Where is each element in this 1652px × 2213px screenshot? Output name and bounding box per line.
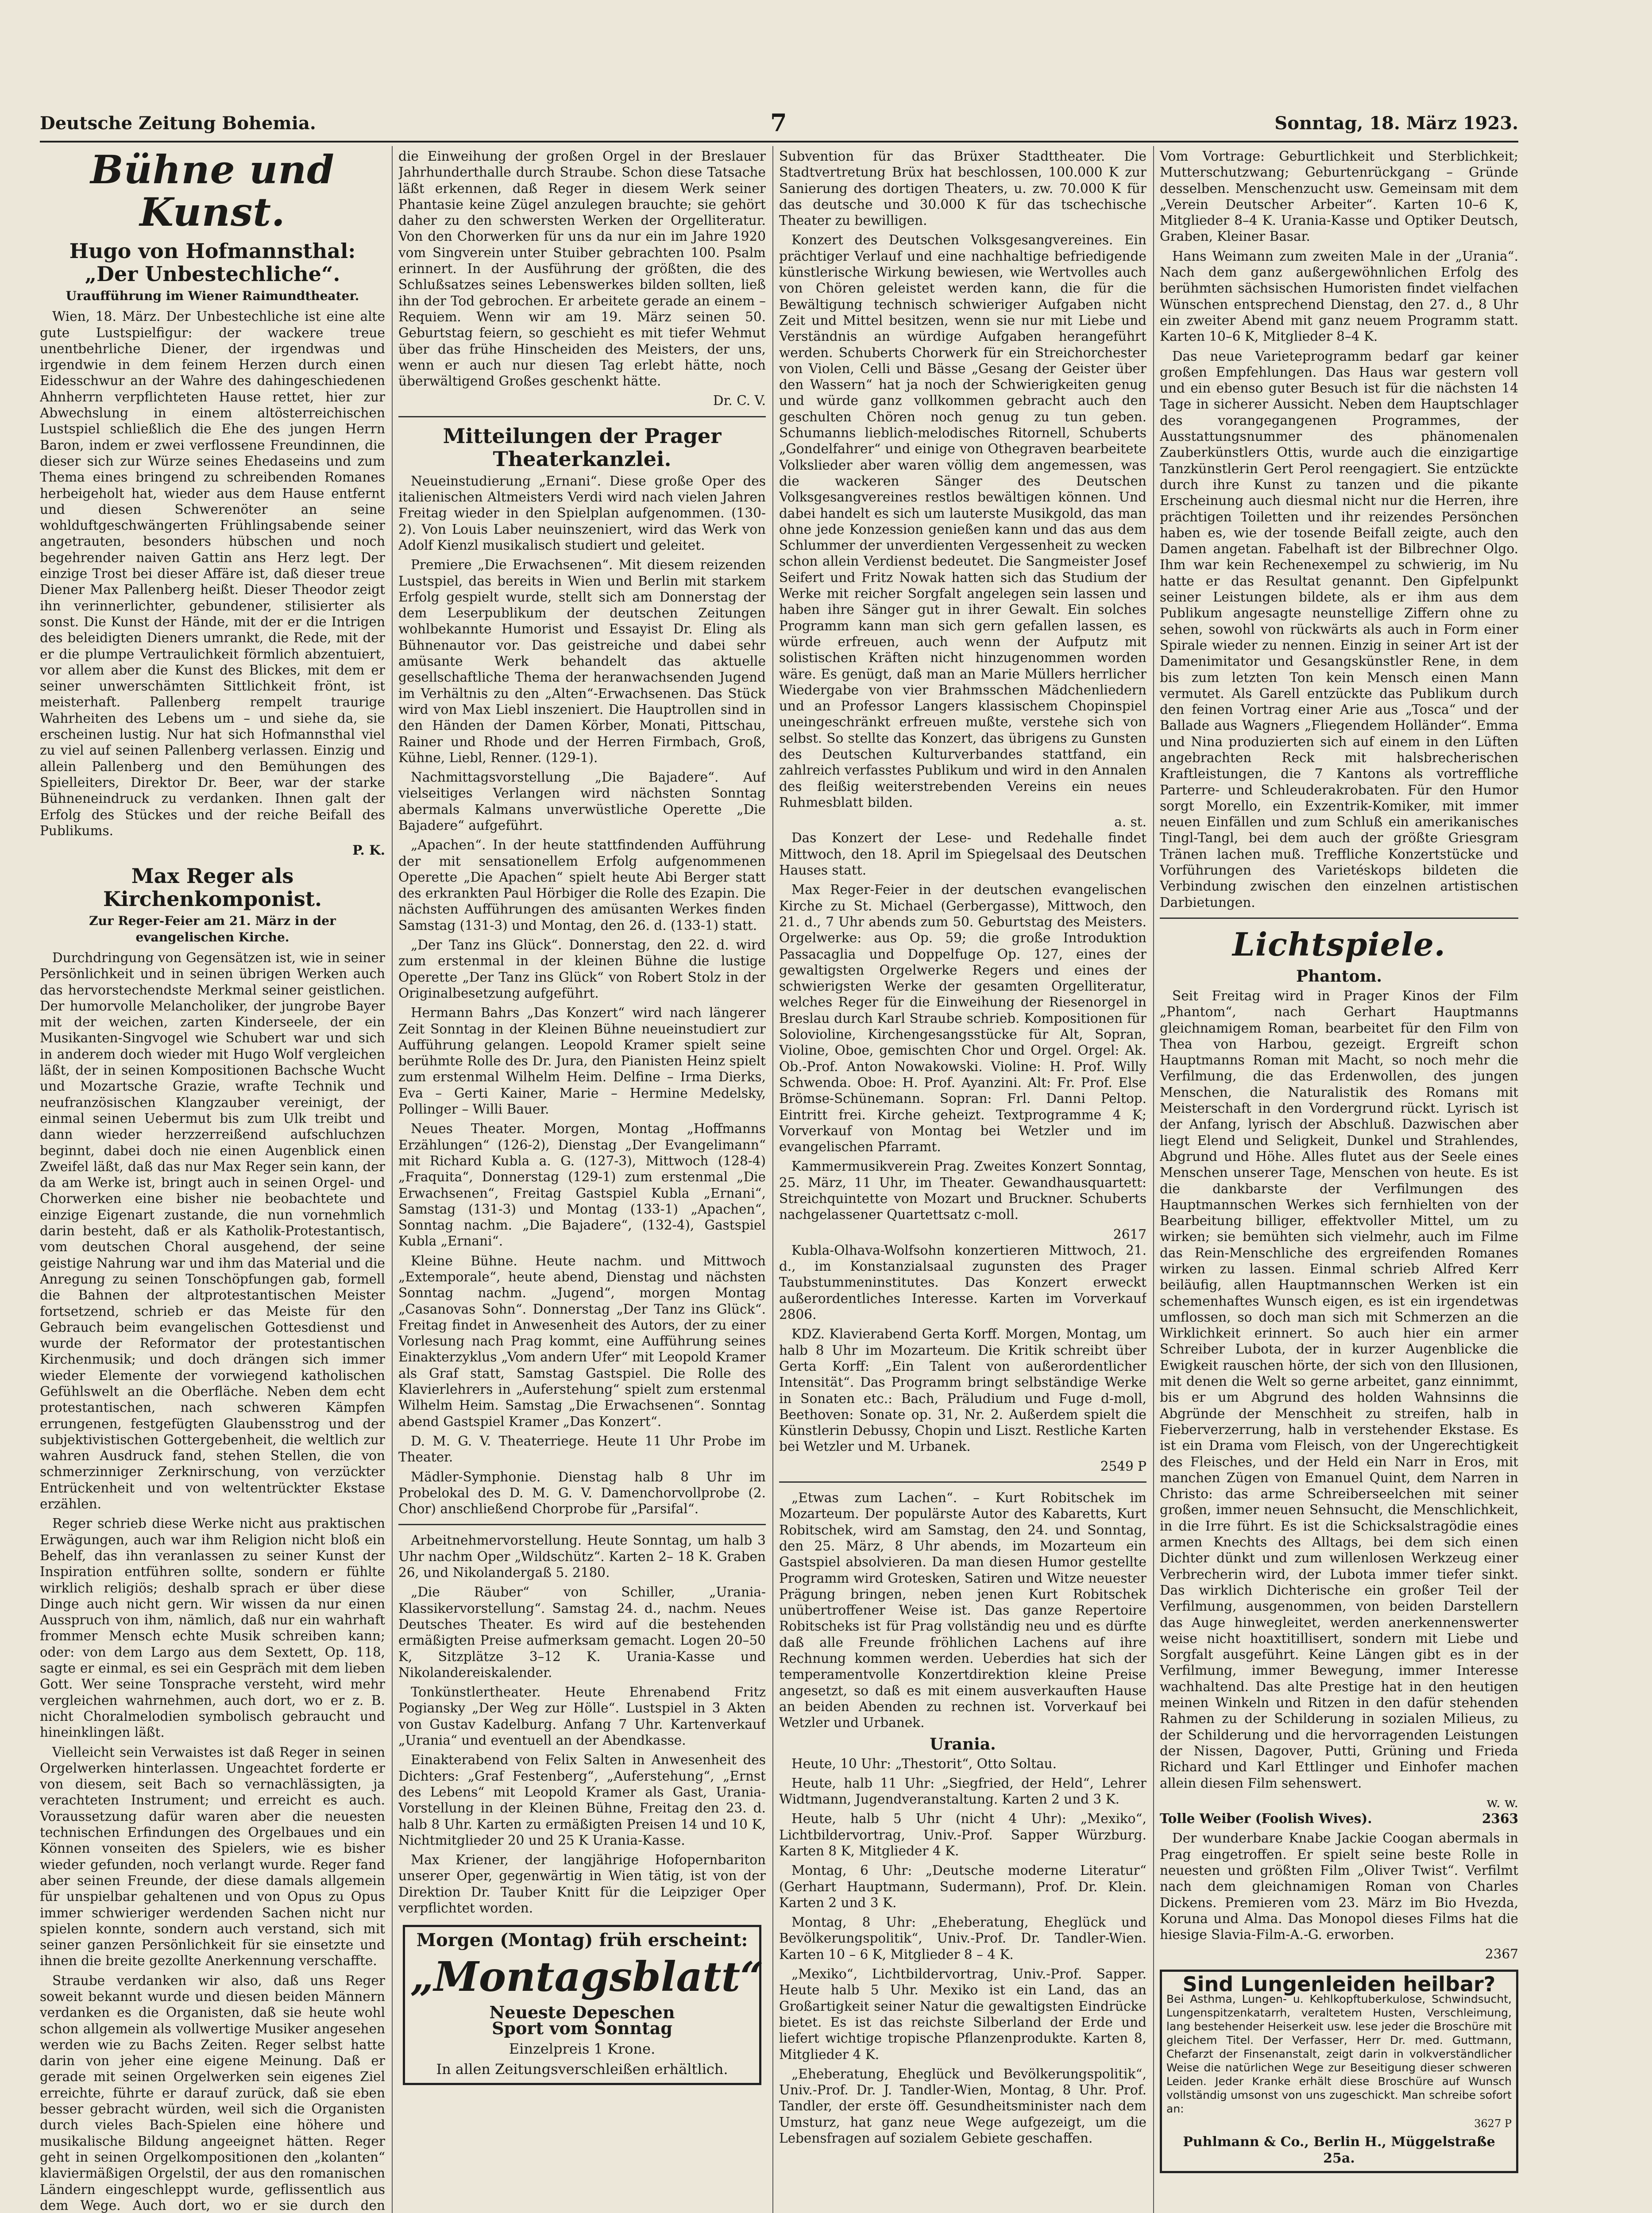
ad-price: Einzelpreis 1 Krone. [509, 2040, 656, 2058]
notice-paragraph: „Apachen“. In der heute stattfindenden Aufführung der mit sensationellem Erfolg aufgenommenen Operette „Die Apachen“ spielt heute Abi Berger statt des erkrankten Paul Hörbiger die Rolle des Ezapin. Die nächsten Aufführungen des amüsanten Werkes finden Samstag (131-3) und Montag, den 26. d. (133-1) statt. [398, 837, 766, 933]
issue-date: Sonntag, 18. März 1923. [1274, 113, 1518, 134]
ad-footer: Puhlmann & Co., Berlin H., Müggelstraße 25a. [1183, 2134, 1495, 2166]
notice-paragraph: Hermann Bahrs „Das Konzert“ wird nach längerer Zeit Sonntag in der Kleinen Bühne neueinstudiert zur Aufführung gelangen. Leopold Kramer spielt seine berühmte Rolle des Dr. Jura, den Pianisten Heinz spielt zum erstenmal Wilhelm Heim. Delfine – Irma Dierks, Eva – Gerti Kainer, Marie – Hermine Medelsky, Pollinger – Willi Bauer. [398, 1005, 766, 1117]
notice-paragraph: Der wunderbare Knabe Jackie Coogan abermals in Prag eingetroffen. Er spielt seine beste Rolle in neuesten und größten Film „Oliver Twist“. Verfilmt nach dem gleichnamigen Roman von Charles Dickens. Premieren vom 23. März im Bio Hvezda, Koruna und Alma. Das Monopol dieses Films hat die hiesige Slavia-Film-A.-G. erworben. [1160, 1831, 1518, 1943]
divider [398, 416, 766, 417]
notice-paragraph: „Mexiko“, Lichtbildervortrag, Univ.-Prof. Sapper. Heute halb 5 Uhr. Mexiko ist ein Land, das an Großartigkeit seiner Natur die gewaltigsten Eindrücke bietet. Es ist das reichste Silberland der Erde und liefert wichtige tropische Pflanzenprodukte. Karten 8, Mitglieder 4 K. [779, 1966, 1146, 2062]
ad-body: Bei Asthma, Lungen- u. Kehlkopftuberkulose, Schwindsucht, Lungenspitzenkatarrh, veraltetem Husten, Verschleimung, lang bestehender Heiserkeit usw. lese jeder die Broschüre mit gleichem Titel. Der Verfasser, Herr Dr. med. Guttmann, Chefarzt der Finsenanstalt, zeigt darin in volkverständlicher Weise die natürlichen Wege zur Beseitigung dieser schweren Leiden. Jeder Kranke erhält diese Broschüre auf Wunsch vollständig umsonst von uns zugeschickt. Man schreibe sofort an: [1166, 1993, 1512, 2116]
article-paragraph: Seit Freitag wird in Prager Kinos der Film „Phantom“, nach Gerhart Hauptmanns gleichnamigem Roman, bearbeitet für den Film von Thea von Harbou, gezeigt. Ergreift schon Hauptmanns Roman mit Macht, so noch mehr die Verfilmung, die das Erdenwollen, des jungen Menschen, die Naturalistik des Romans mit Meisterschaft in den Vordergrund rückt. Lyrisch ist der Anfang, lyrisch der Abschluß. Dazwischen aber liegt Elend und Seligkeit, Dunkel und Strahlendes, Abgrund und Höhe. Alles flutet aus der Seele eines Menschen unserer Tage, Menschen von heute. Es ist die dankbarste der Verfilmungen des Hauptmannschen Werkes sich fernhielten von der Bearbeitung billiger, effektvoller Mittel, um zu wirken; sie bemühten sich vielmehr, auch im Filme das Rein-Menschliche des ergreifenden Romanes wirken zu lassen. Einmal schrieb Alfred Kerr beiläufig, allen Hauptmannschen Werken ist ein schemenhaftes Wunsch eigen, es ist ein irgendetwas umflossen, so doch man sich mit Schmerzen an die Wirklichkeit erinnert. So auch hier ein armer Schreiber Lubota, der in kurzer Augenblicke die Ewigkeit rauschen hörte, der sich von den Illusionen, mit denen die Welt so gerne arbeitet, ganz einnimmt, bis er um Abgrund des holden Wahnsinns die Abgründe der Menschheit zu streifen, halb in Fieberverzerrung, halb in verstehender Ekstase. Es ist ein Drama vom Fleisch, von der Ungerechtigkeit des Fleisches, und der Held ein Narr in Eros, mit manchen Zügen von Emanuel Quint, dem Narren in Christo: das arme Schreiberseelchen mit seiner großen, immer neuen Sehnsucht, die Menschlichkeit, in die Irre führt. Es ist die Schicksalstragödie eines armen Knechts des Alltags, bei dem sich einen Dichter dünkt und zum willenlosen Werkzeug einer Verbrecherin wird, der Lubota immer tiefer sinkt. Das wirklich Dichterische ein großer Teil der Verfilmung, ausgenommen, von beiden Darstellern das Auge hinwegleitet, werden anerkennenswerter weise nicht hoaxtitillisert, sondern mit Liebe und Sorgfalt ausgeführt. Keine Längen gibt es in der Verfilmung, immer Bewegung, immer Interesse wachhaltend. Das alte Prestige hat in den heutigen meinen Winkeln und Ritzen in den dafür stehenden Rahmen zu der Schilderung in sozialen Milieus, zu der Schilderung und die hervorragenden Leistungen der Nissen, Dagover, Putti, Grüning und Frieda Richard und Karl Ettlinger und Einhofer machen allein diesen Film sehenswert. [1160, 988, 1518, 1791]
notice-paragraph: „Etwas zum Lachen“. – Kurt Robitschek im Mozarteum. Der populärste Autor des Kabaretts, Kurt Robitschek, wird am Samstag, den 24. und Sonntag, den 25. März, 8 Uhr abends, im Mozarteum ein Gastspiel absolvieren. Da man diesen Humor gestellte Programm wird Grotesken, Satiren und Witze neuester Prägung bringen, neben jenen Kurt Robitschek unübertroffener Weise ist. Das ganze Repertoire Robitscheks ist für Prag vollständig neu und es dürfte daß alle Freunde fröhlichen Lachens auf ihre Rechnung kommen werden. Ueberdies hat sich der temperamentvolle Konzertdirektion kleine Preise angesetzt, so daß es mit einem ausverkauften Hause an beiden Abenden zu rechnen ist. Vorverkauf bei Wetzler und Urbanek. [779, 1490, 1146, 1731]
notice-paragraph: Premiere „Die Erwachsenen“. Mit diesem reizenden Lustspiel, das bereits in Wien und Berlin mit starkem Erfolg gespielt wurde, stellt sich am Donnerstag der dem Leserpublikum der deutschen Zeitungen wohlbekannte Humorist und Essayist Dr. Eling als Bühnenautor vor. Das geistreiche und dabei sehr amüsante Werk behandelt das aktuelle gesellschaftliche Thema der heranwachsenden Jugend im Verhältnis zu den „Alten“-Erwachsenen. Das Stück wird von Max Liebl inszeniert. Die Hauptrollen sind in den Händen der Damen Körber, Monati, Pittschau, Rainer und Rhode und der Herren Firmbach, Groß, Kühne, Liebl, Renner. (129-1). [398, 557, 766, 765]
header-rule [40, 141, 1518, 143]
notice-paragraph: KDZ. Klavierabend Gerta Korff. Morgen, Montag, um halb 8 Uhr im Mozarteum. Die Kritik schreibt über Gerta Korff: „Ein Talent von außerordentlicher Intensität“. Das Programm bringt selbständige Werke in Sonaten etc.: Bach, Präludium und Fuge d-moll, Beethoven: Sonate op. 31, Nr. 2. Außerdem spielt die Künstlerin Debussy, Chopin und Liszt. Restliche Karten bei Wetzler und M. Urbanek. [779, 1326, 1146, 1454]
column-rule [1153, 146, 1154, 2213]
ad-title: Sind Lungenleiden heilbar? [1182, 1972, 1496, 1996]
article-paragraph: Durchdringung von Gegensätzen ist, wie in seiner Persönlichkeit und in seinen übrigen Werken auch das hervorstechendste Merkmal seiner geistlichen. Der humorvolle Melancholiker, der jungrobe Bayer mit der weichen, zarten Kinderseele, der ein Musikanten-Singvogel wie Schubert war und sich in anderem doch wieder mit Hugo Wolf vergleichen läßt, der in seinen Kompositionen Bachsche Wucht und Mozartsche Grazie, wrafte Technik und neufranzösischen Klangzauber vereinigt, der einmal seinen Uebermut bis zum Ulk treibt und dann wieder herzzerreißend aufschluchzen beginnt, dabei doch nie einen Augenblick einen Zweifel läßt, daß das nur Max Reger sein kann, der da am Werke ist, bringt auch in seinen Orgel- und Chorwerken eine bisher nie beobachtete und einzige Eigenart zustande, die nun vornehmlich darin besteht, daß er als Katholik-Protestantisch, vom deutschen Choral ausgehend, der seine geistige Nahrung war und ihm das Material und die Anregung zu seinen Tonschöpfungen gab, formell die Bahnen der altprotestantischen Meister fortsetzend, schrieb er das Meiste für den Gebrauch beim evangelischen Gottesdienst und wurde der Reformator der protestantischen Kirchenmusik; und doch drängen sich immer wieder Elemente der vorwiegend katholischen Gefühlswelt an die Oberfläche. Neben dem echt protestantischen, nach schweren Kämpfen errungenen, festgefügten Glaubensstrog und der subjektivistischen Gottergebenheit, die weltlich zur wahren Ausdruck fand, stehen Stellen, die von schmerzinniger Zerknirschung, von verzückter Entrückenheit und von weltentrückter Ekstase erzählen. [40, 950, 385, 1512]
notice-paragraph: Max Kriener, der langjährige Hofopernbariton unserer Oper, gegenwärtig in Wien tätig, ist von der Direktion Dr. Tauber Knitt für die Leipziger Oper verpflichtet worden. [398, 1852, 766, 1916]
divider [779, 1481, 1146, 1483]
notice-paragraph: Vom Vortrage: Geburtlichkeit und Sterblichkeit; Mutterschutzwang; Geburtenrückgang – Gründe desselben. Menschenzucht usw. Gemeinsam mit dem „Verein Deutscher Arbeiter“. Karten 10–6 K, Mitglieder 8–4 K. Urania-Kasse und Optiker Deutsch, Graben, Kleiner Basar. [1160, 149, 1518, 244]
section-title: Lichtspiele. [1232, 925, 1446, 963]
notice-paragraph: Neues Theater. Morgen, Montag „Hoffmanns Erzählungen“ (126-2), Dienstag „Der Evangelimann“ mit Richard Kubla a. G. (127-3), Mittwoch (128-4) „Fraquita“, Donnerstag (129-1) zum erstenmal „Die Erwachsenen“, Freitag Gastspiel Kubla „Ernani“, Samstag (131-3) und Montag (133-1) „Apachen“, Sonntag nachm. „Die Bajadere“, (132-4), Gastspiel Kubla „Ernani“. [398, 1121, 766, 1249]
notice-paragraph: Das Konzert der Lese- und Redehalle findet Mittwoch, den 18. April im Spiegelsaal des Deutschen Hauses statt. [779, 830, 1146, 878]
article-signature: Dr. C. V. [713, 393, 766, 409]
notice-text: Arbeitnehmervorstellung. Heute Sonntag, um halb 3 Uhr nachm Oper „Wildschütz“. Karten 2– 18 K. Graben 26, und Nikolandergaß 5. [398, 1533, 766, 1581]
article-title: Hugo von Hofmannsthal: „Der Unbestechliche“. [69, 239, 356, 286]
notice-paragraph: D. M. G. V. Theaterriege. Heute 11 Uhr Probe im Theater. [398, 1433, 766, 1465]
notice-paragraph: „Der Tanz ins Glück“. Donnerstag, den 22. d. wird zum erstenmal in der kleinen Bühne die lustige Operette „Der Tanz ins Glück“ von Robert Stolz in der Originalbesetzung aufgeführt. [398, 937, 766, 1001]
article-paragraph: Reger schrieb diese Werke nicht aus praktischen Erwägungen, auch war ihm Religion nicht bloß ein Behelf, das ihn veranlassen zu seiner Kunst der Inspiration entführen sollte, sondern er fühlte wirklich religiös; deshalb sprach er über diese Dinge auch nicht gern. Wir wissen da nur einen Ausspruch von ihm, nämlich, daß nur ein wahrhaft frommer Mensch echte Musik schreiben kann; oder: von dem Largo aus dem Sextett, Op. 118, sagte er einmal, es sei ein Gespräch mit dem lieben Gott. Wer seine Tonsprache versteht, wird mehr vergleichen wahrnehmen, auch dort, wo er z. B. nicht Choralmelodien symbolisch gebraucht und hineinklingen läßt. [40, 1516, 385, 1740]
page-header [40, 108, 1518, 139]
column-1 [40, 148, 385, 2213]
article-paragraph: Vielleicht sein Verwaistes ist daß Reger in seinen Orgelwerken hinterlassen. Ungeachtet forderte er von diesem, seit Bach so vernachlässigten, ja verachteten Instrument; und erreicht es auch. Voraussetzung dafür waren aber die neuesten technischen Erfindungen des Orgelbaues und ein Können vonseiten des Spielers, wie es bisher wieder gefunden, noch verlangt wurde. Reger fand aber seinen Freunde, der diese damals allgemein für unspielbar gehaltenen und von Opus zu Opus immer schwieriger werdenden Sachen nicht nur spielen konnte, sondern auch verstand, sich mit seiner ganzen Persönlichkeit für sie einsetzte und ihnen die breite gezollte Anerkennung verschaffte. [40, 1744, 385, 1969]
divider [398, 1524, 766, 1525]
notice-paragraph: Heute, halb 11 Uhr: „Siegfried, der Held“, Lehrer Widtmann, Jugendveranstaltung. Karten 2 und 3 K. [779, 1775, 1146, 1807]
notice-paragraph: Konzert des Deutschen Volksgesangvereines. Ein prächtiger Verlauf und eine nachhaltige befriedigende künstlerische Wirkung bewiesen, wie Wertvolles auch von Chören geleistet werden kann, die für die Bewältigung technisch schwieriger Aufgaben nicht Zeit und Mittel besitzen, wenn sie nur mit Liebe und Verständnis an würdige Aufgaben herangeführt werden. Schuberts Chorwerk für ein Streichorchester von Violen, Celli und Bässe „Gesang der Geister über den Wassern“ hat ja noch der Schwierigkeiten genug und würde ganz vollkommen gebracht auch den geschulten Chören noch genug zu tun geben. Schumanns lieblich-melodisches Ritornell, Schuberts „Gondelfahrer“ und einige von Othegraven bearbeitete Volkslieder aber waren völlig dem angemessen, was die wackeren Sänger des Deutschen Volksgesangvereines restlos bewältigen können. Und dabei handelt es sich um lauterste Musikgold, das man ohne jede Konzession genießen kann und das aus dem Schlummer der unverdienten Vergessenheit zu wecken schon allein Verdienst bedeutet. Die Sangmeister Josef Seifert und Fritz Nowak hatten sich das Studium der Werke mit reicher Sorgfalt angelegen sein lassen und haben ihre Sänger gut in ihrer Gewalt. Ein solches Programm kann man sich gern gefallen lassen, es würde erfreuen, auch wenn der Aufputz mit solistischen Kräften nicht hinzugenommen worden wäre. Es genügt, daß man an Marie Müllers herrlicher Wiedergabe von vier Brahmsschen Mädchenliedern und an Professor Langers klassischem Chopinspiel uneingeschränkt erfreuen mußte, verstehe sich von selbst. So stellte das Konzert, das übrigens zu Gunsten des Deutschen Kulturverbandes stattfand, ein zahlreich verfasstes Publikum und wird in den Annalen des fleißig weiterstrebenden Vereins ein neues Ruhmesblatt bilden. [779, 232, 1146, 810]
article-signature: w. w. [1486, 1795, 1518, 1810]
notice-number: 2549 P [1100, 1458, 1146, 1474]
notice-paragraph: Einakterabend von Felix Salten in Anwesenheit des Dichters: „Graf Festenberg“, „Auferstehung“, „Ernst des Lebens“ mit Leopold Kramer als Gast, Urania-Vorstellung in der Kleinen Bühne, Freitag den 23. d. halb 8 Uhr. Karten zu ermäßigten Preisen 14 und 10 K, Nichtmitglieder 20 und 25 K Urania-Kasse. [398, 1752, 766, 1848]
column-3 [779, 148, 1146, 2213]
ad-line: Sport vom Sonntag [492, 2018, 672, 2038]
notice-paragraph: Kammermusikverein Prag. Zweites Konzert Sonntag, 25. März, 11 Uhr, im Theater. Gewandhausquartett: Streichquintette von Mozart und Bruckner. Schuberts nachgelassener Quartettsatz c-moll. [779, 1159, 1146, 1222]
montagsblatt-advertisement [403, 1925, 764, 2085]
article-title: Phantom. [1296, 967, 1382, 986]
ad-line: Morgen (Montag) früh erscheint: [416, 1930, 748, 1951]
notice-paragraph: Heute, halb 5 Uhr (nicht 4 Uhr): „Mexiko“, Lichtbildervortrag, Univ.-Prof. Sapper Würzburg. Karten 8 K, Mitglieder 4 K. [779, 1811, 1146, 1858]
article-paragraph: die Einweihung der großen Orgel in der Breslauer Jahrhunderthalle durch Straube. Schon diese Tatsache läßt erkennen, daß Reger in diesem Werk seiner Phantasie keine Zügel anzulegen brauchte; sie gehört daher zu den schwersten Werken der Orgelliteratur. Von den Chorwerken für uns da nur ein im Jahre 1920 vom Singverein unter Stuiber gebrachten 100. Psalm erinnert. In der Ausführung der größten, die des Schlußsatzes seines Lebenswerkes bilden sollten, ließ ihn der Tod gebrochen. Er arbeitete gerade an einem – Requiem. Wenn wir am 19. März seinen 50. Geburtstag feiern, so geschieht es mit tiefer Wehmut über das frühe Hinscheiden des Meisters, der uns, wenn er auch nur diesen Tag erlebt hätte, noch überwältigend Großes geschenkt hätte. [398, 149, 766, 389]
notice-number: 2180. [572, 1565, 610, 1581]
article-signature: a. st. [1114, 814, 1146, 830]
notice-paragraph: Nachmittagsvorstellung „Die Bajadere“. Auf vielseitiges Verlangen wird nächsten Sonntag abermals Kalmans unverwüstliche Operette „Die Bajadere“ aufgeführt. [398, 770, 766, 833]
notice-paragraph: Tonkünstlertheater. Heute Ehrenabend Fritz Pogiansky „Der Weg zur Hölle“. Lustspiel in 3 Akten von Gustav Kadelburg. Anfang 7 Uhr. Kartenverkauf „Urania“ und eventuell an der Abendkasse. [398, 1685, 766, 1748]
ad-title: „Montagsblatt“ [410, 1952, 764, 2001]
notice-number: 2367 [1485, 1947, 1518, 1962]
column-rule [772, 146, 773, 2213]
notice-paragraph: Montag, 8 Uhr: „Eheberatung, Eheglück und Bevölkerungspolitik“, Univ.-Prof. Dr. Tandler-Wien. Karten 10 – 6 K, Mitglieder 8 – 4 K. [779, 1915, 1146, 1962]
notice-paragraph [398, 1532, 766, 1581]
newspaper-name: Deutsche Zeitung Bohemia. [40, 113, 316, 134]
section-heading: Urania. [930, 1735, 996, 1754]
notice-paragraph: Montag, 6 Uhr: „Deutsche moderne Literatur“ (Gerhart Hauptmann, Sudermann), Prof. Dr. Klein. Karten 2 und 3 K. [779, 1863, 1146, 1910]
column-rule [392, 146, 393, 2213]
section-title: Bühne und Kunst. [90, 148, 335, 235]
notice-title: Tolle Weiber (Foolish Wives). [1160, 1811, 1372, 1827]
notice-paragraph: Kubla-Olhava-Wolfsohn konzertieren Mittwoch, 21. d., im Konstanzialsaal zugunsten des Prager Taubstummeninstitutes. Das Konzert erweckt außerordentliches Interesse. Karten im Vorverkauf 2806. [779, 1242, 1146, 1322]
notice-paragraph: Neueinstudierung „Ernani“. Diese große Oper des italienischen Altmeisters Verdi wird nach vielen Jahren Freitag wieder in den Spielplan aufgenommen. (130-2). Von Louis Laber neuinszeniert, wird das Werk von Adolf Kienzl musikalisch studiert und geleitet. [398, 473, 766, 553]
notice-paragraph: Heute, 10 Uhr: „Thestorit“, Otto Soltau. [791, 1756, 1057, 1771]
article-signature: P. K. [352, 842, 385, 858]
column-4 [1160, 148, 1518, 2213]
notice-number: 2363 [1482, 1811, 1518, 1827]
notice-number: 2617 [1113, 1226, 1146, 1242]
page-number: 7 [770, 108, 787, 137]
notice-paragraph: Das neue Varieteprogramm bedarf gar keiner großen Empfehlungen. Das Haus war gestern voll und ein ebenso guter Besuch ist für die nächsten 14 Tage in sicherer Aussicht. Neben dem Hauptschlager des vorangegangenen Programmes, der Ausstattungsnummer des phänomenalen Zauberkünstlers Ottis, wurde auch die einzigartige Tanzkünstlerin Gert Perol reengagiert. Sie entzückte durch ihre Kunst zu tanzen und die pikante Erscheinung auch diesmal nicht nur die Herren, ihre prächtigen Toiletten und ihr reizendes Persönchen haben es, wie der tosende Beifall zeigte, auch den Damen angetan. Fabelhaft ist der Bilbrechner Olgo. Ihm war kein Rechenexempel zu schwierig, im Nu hatte er das Resultat genannt. Den Gipfelpunkt seiner Leistungen bildete, als er ihm aus dem Publikum angesagte neunstellige Ziffern ohne zu sehen, sowohl von rückwärts als auch in Form einer Spirale wieder zu nennen. Einzig in seiner Art ist der Damenimitator und Gesangskünstler Rene, in dem bis zum letzten Ton kein Mensch einen Mann vermutet. Als Garell entzückte das Publikum durch den feinen Vortrag einer Arie aus „Tosca“ und der Ballade aus Wagners „Fliegendem Holländer“. Emma und Nina produzierten sich auf einem in den Lüften angebrachten Reck mit halsbrecherischen Kraftleistungen, die 7 Kantons als vortreffliche Parterre- und Schleuderakrobaten. Für den Humor sorgt Morello, ein Exzentrik-Komiker, mit immer neuen Einfällen und zum Schluß ein amerikanisches Tingl-Tangl, bei dem auch der größte Griesgram Tränen lachen muß. Treffliche Konzertstücke und Vorführungen des Varietéskops bildeten die Verbindung zwischen den einzelnen artistischen Darbietungen. [1160, 348, 1518, 910]
ad-line: Neueste Depeschen [489, 2002, 675, 2022]
notice-paragraph: Kleine Bühne. Heute nachm. und Mittwoch „Extemporale“, heute abend, Dienstag und nächsten Sonntag nachm. „Jugend“, morgen Montag „Casanovas Sohn“. Donnerstag „Der Tanz ins Glück“. Freitag findet in Anwesenheit des Autors, der zu einer Vorlesung nach Prag kommt, eine Aufführung seines Einakterzyklus „Vom andern Ufer“ mit Leopold Kramer als Graf statt, Samstag Gastspiel. Die Rolle des Klavierlehrers in „Auferstehung“ spielt zum erstenmal Wilhelm Heim. Samstag „Die Erwachsenen“. Sonntag abend Gastspiel Kramer „Das Konzert“. [398, 1253, 766, 1429]
notice-paragraph: Mädler-Symphonie. Dienstag halb 8 Uhr im Probelokal des D. M. G. V. Damenchorvollprobe (2. Chor) anschließend Chorprobe für „Parsifal“. [398, 1469, 766, 1517]
ad-footer: In allen Zeitungsverschleißen erhältlich. [436, 2061, 728, 2078]
notice-paragraph [1160, 1811, 1518, 1827]
divider [1160, 918, 1518, 919]
notice-paragraph: Max Reger-Feier in der deutschen evangelischen Kirche zu St. Michael (Gerbergasse), Mittwoch, den 21. d., 7 Uhr abends zum 50. Geburtstag des Meisters. Orgelwerke: aus Op. 59; die große Introduktion Passacaglia und Doppelfuge Op. 127, eines der gewaltigsten Orgelwerke Regers und eines der schwierigsten Werke der gesamten Orgelliteratur, welches Reger für die Einweihung der Riesenorgel in Breslau durch Karl Straube schrieb. Kompositionen für Solovioline, Kirchengesangsstücke für Alt, Sopran, Violine, Oboe, gemischten Chor und Orgel. Orgel: Ak. Ob.-Prof. Anton Nowakowski. Violine: H. Prof. Willy Schwenda. Oboe: H. Prof. Ayanzini. Alt: Fr. Prof. Else Brömse-Schünemann. Sopran: Frl. Danni Peltop. Eintritt frei. Kirche geheizt. Textprogramme 4 K; Vorverkauf von Montag bei Wetzler und im evangelischen Pfarramt. [779, 882, 1146, 1155]
notice-paragraph: „Eheberatung, Eheglück und Bevölkerungspolitik“, Univ.-Prof. Dr. J. Tandler-Wien, Montag, 8 Uhr. Prof. Tandler, der erste öff. Gesundheitsminister nach dem Umsturz, hat ganz neue Wege aufgezeigt, um die Lebensfragen auf sozialem Gebiete geschaffen. [779, 2066, 1146, 2146]
notice-paragraph: „Die Räuber“ von Schiller, „Urania-Klassikervorstellung“. Samstag 24. d., nachm. Neues Deutsches Theater. Es wird auf die bestehenden ermäßigten Preise aufmerksam gemacht. Logen 20–50 K, Sitzplätze 3–12 K. Urania-Kasse und Nikolandereiskalender. [398, 1585, 766, 1680]
article-subtitle: Uraufführung im Wiener Raimundtheater. [66, 289, 359, 303]
lung-remedy-advertisement [1160, 1970, 1518, 2173]
notice-paragraph: Hans Weimann zum zweiten Male in der „Urania“. Nach dem ganz außergewöhnlichen Erfolg des berühmten sächsischen Humoristen findet vielfachen Wünschen entsprechend Dienstag, den 27. d., 8 Uhr ein zweiter Abend mit ganz neuem Programm statt. Karten 10–6 K, Mitglieder 8–4 K. [1160, 248, 1518, 344]
article-paragraph: Wien, 18. März. Der Unbestechliche ist eine alte gute Lustspielfigur: der wackere treue unentbehrliche Diener, der irgendwas und irgendwie in dem feinem Herzen durch einen Eidesschwur an der Wahre des dahingeschiedenen Ahnherrn verpflichteten Hause rettet, hier zur Abwechslung in einem altösterreichischen Lustspiel schließlich die Ehe des jungen Herrn Baron, indem er zwei verflossene Freundinnen, die dieser sich zur Würze seines Ehedaseins und zum Thema eines bringend zu schreibenden Romanes herbeigeholt hat, wieder aus dem Hause entfernt und diesen Schwerenöter an seine wohlduftgeschwängerten Frühlingsabende seiner angetrauten, besonders hübschen und noch begehrender naiven Gattin ans Herz legt. Der einzige Trost bei dieser Affäre ist, daß dieser treue Diener Max Pallenberg heißt. Dieser Theodor zeigt ihn verinnerlichter, gebundener, stilisierter als sonst. Die Kunst der Hände, mit der er die Intrigen des beleidigten Dieners umrankt, die Rede, mit der er die plumpe Vertraulichkeit förmlich abzentuiert, vor allem aber die Kunst des Blickes, mit dem er seiner unwerschämten Sittlichkeit frönt, ist meisterhaft. Pallenberg rempelt traurige Wahrheiten des Lebens um – und siehe da, sie erscheinen lustig. Nur hat sich Hofmannsthal viel zu viel auf seinen Pallenberg verlassen. Einzig und allein Pallenberg und den Bemühungen des Spielleiters, Direktor Dr. Beer, war der starke Bühneneindruck zu verdanken. Ihnen galt der Erfolg des Stückes und der reiche Beifall des Publikums. [40, 309, 385, 838]
article-title: Max Reger als Kirchenkomponist. [103, 864, 322, 911]
article-subtitle: Zur Reger-Feier am 21. März in der evangelischen Kirche. [89, 914, 336, 945]
section-heading: Mitteilungen der Prager Theaterkanzlei. [443, 424, 722, 471]
ad-number: 3627 P [1474, 2117, 1512, 2130]
notice-paragraph: Subvention für das Brüxer Stadttheater. Die Stadtvertretung Brüx hat beschlossen, 100.000 K zur Sanierung des dortigen Theaters, u. zw. 70.000 K für das deutsche und 30.000 K für das tschechische Theater zu bewilligen. [779, 149, 1146, 228]
column-2 [398, 148, 766, 2213]
article-paragraph: Straube verdanken wir also, daß uns Reger soweit bekannt wurde und diesen beiden Männern verdanken es die Organisten, daß sie heute wohl schon allgemein als vollwertige Musiker angesehen werden wie zu Bachs Zeiten. Reger selbst hatte darin von jeher eine eigene Meinung. Daß er gerade mit seinen Orgelwerken sein eigenes Ziel erreichte, führte er darauf zurück, daß sie eben besser gebracht würden, weil sich die Organisten durch vieles Bach-Spielen eine höhere und musikalische Bildung angeeignet hätten. Reger geht in seinen Orgelkompositionen den „kolanten“ klaviermäßigen Orgelstil, der aus den romanischen Ländern eingeschleppt wurde, geflissentlich aus dem Wege. Auch dort, wo er sie durch den [40, 1973, 385, 2213]
